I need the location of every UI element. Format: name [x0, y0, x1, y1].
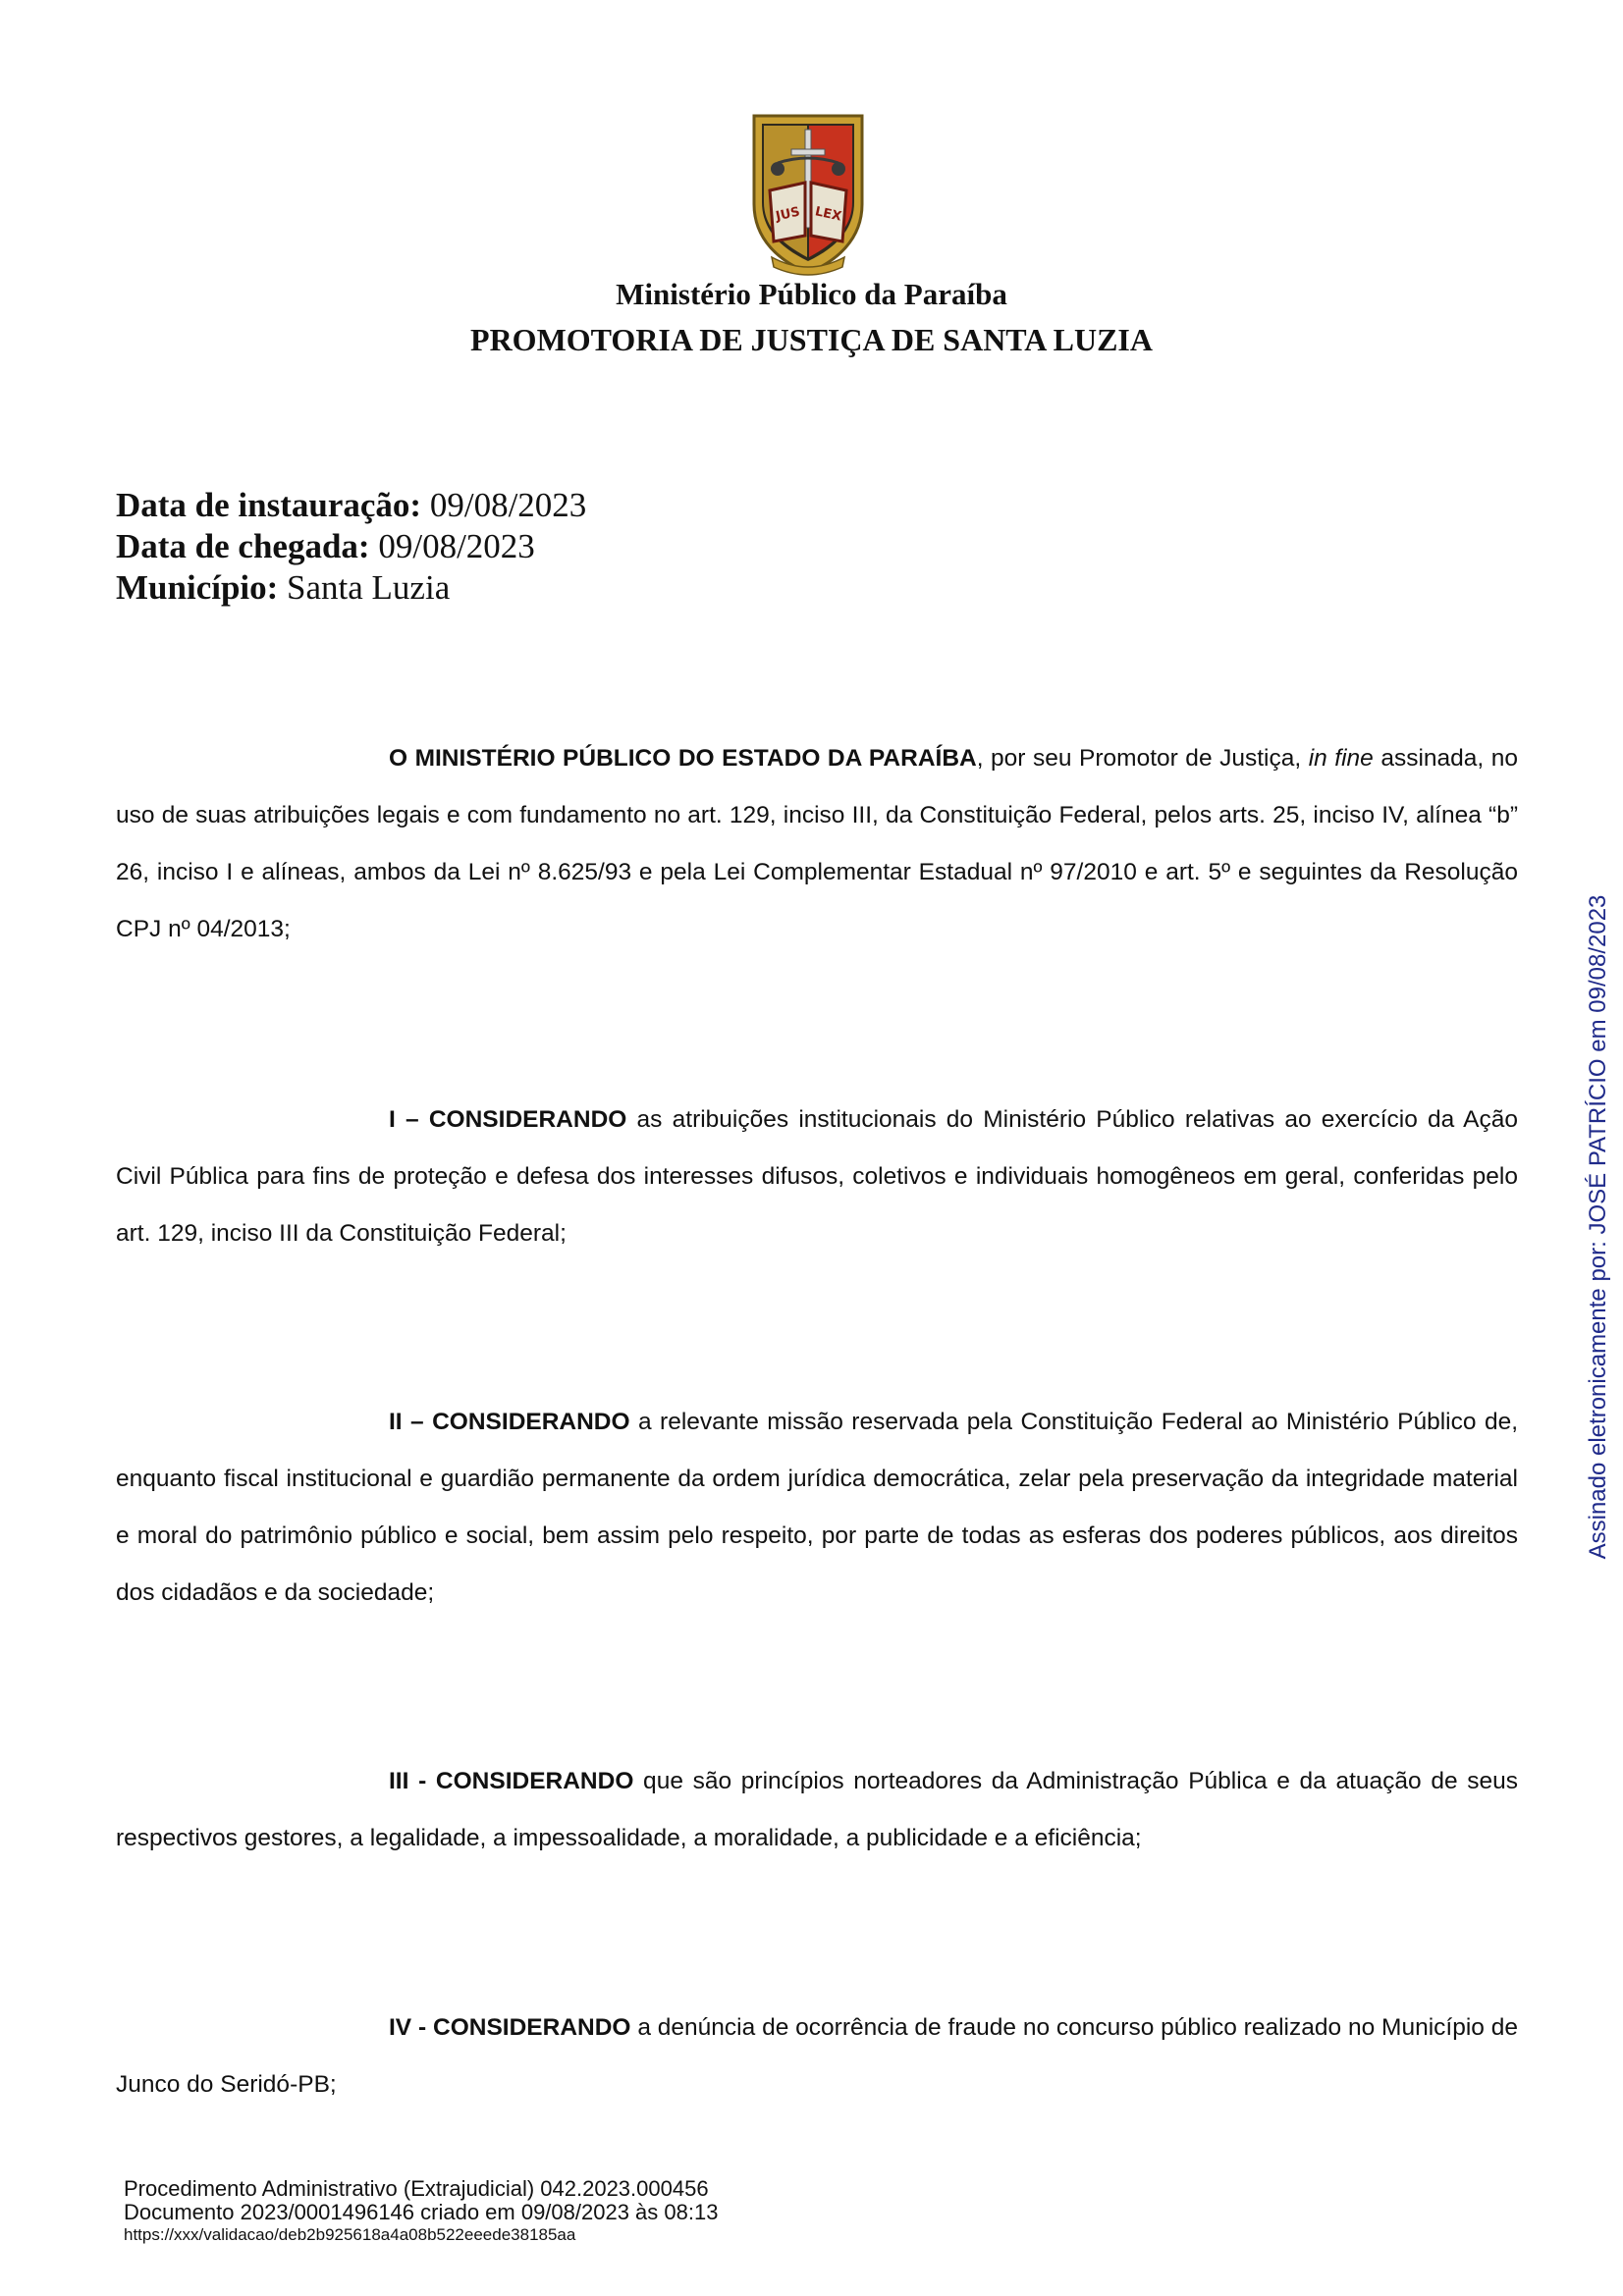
considerando-1-paragraph [116, 1092, 1518, 1262]
chegada-row [116, 526, 586, 567]
preamble-paragraph [116, 730, 1518, 958]
preamble-bold: O MINISTÉRIO PÚBLICO DO ESTADO DA PARAÍBA [389, 745, 977, 772]
unit-name: PROMOTORIA DE JUSTIÇA DE SANTA LUZIA [470, 322, 1153, 357]
preamble-text2: assinada, no uso de suas atribuições legais e com fundamento no art. 129, inciso III, da Constituição Federal, pelos arts. 25, inciso IV, alínea “b” 26, inciso I e alíneas, ambos da Lei nº 8.625/93 e pela Lei Complementar Estadual nº 97/2010 e art. 5º e seguintes da Resolução CPJ nº 04/2013; [116, 745, 1518, 942]
footer-validation-link[interactable]: https://xxx/validacao/deb2b925618a4a08b522eeede38185aa [124, 2225, 576, 2244]
considerando-4-paragraph [116, 2000, 1518, 2113]
footer-procedure: Procedimento Administrativo (Extrajudicial) 042.2023.000456 [124, 2176, 709, 2201]
metadata-block [116, 485, 586, 609]
electronic-signature-note: Assinado eletronicamente por: JOSÉ PATRÍCIO em 09/08/2023 [1585, 894, 1611, 1560]
considerando-2-text: a relevante missão reservada pela Constituição Federal ao Ministério Público de, enquanto fiscal institucional e guardião permanente da ordem jurídica democrática, zelar pela preservação da integridade material e moral do patrimônio público e social, bem assim pelo respeito, por parte de todas as esferas dos poderes públicos, aos direitos dos cidadãos e da sociedade; [116, 1409, 1518, 1606]
preamble-text1: , por seu Promotor de Justiça, [976, 745, 1309, 772]
considerando-1-text: as atribuições institucionais do Ministério Público relativas ao exercício da Ação Civil Pública para fins de proteção e defesa dos interesses difusos, coletivos e individuais homogêneos em geral, conferidas pelo art. 129, inciso III da Constituição Federal; [116, 1106, 1518, 1247]
crest-text-jus: JUS [774, 204, 802, 225]
considerando-4-text: a denúncia de ocorrência de fraude no concurso público realizado no Município de Junco do Seridó-PB; [116, 2014, 1518, 2098]
considerando-2-paragraph [116, 1394, 1518, 1622]
chegada-value: 09/08/2023 [369, 527, 535, 565]
crest-text-lex: LEX [813, 204, 843, 225]
municipio-row [116, 567, 586, 609]
considerando-2-heading: II – CONSIDERANDO [389, 1409, 630, 1435]
municipio-label: Município: [116, 568, 279, 607]
considerando-3-text: que são princípios norteadores da Administração Pública e da atuação de seus respectivos gestores, a legalidade, a impessoalidade, a moralidade, a publicidade e a eficiência; [116, 1768, 1518, 1851]
considerando-3-paragraph [116, 1753, 1518, 1867]
coat-of-arms-icon [748, 110, 868, 279]
considerando-4-heading: IV - CONSIDERANDO [389, 2014, 631, 2041]
instauracao-row [116, 485, 586, 526]
considerando-3-heading: III - CONSIDERANDO [389, 1768, 634, 1794]
chegada-label: Data de chegada: [116, 527, 370, 565]
org-name: Ministério Público da Paraíba [616, 277, 1007, 311]
considerando-1-heading: I – CONSIDERANDO [389, 1106, 627, 1133]
document-footer [124, 2177, 718, 2246]
instauracao-value: 09/08/2023 [421, 486, 587, 524]
footer-document: Documento 2023/0001496146 criado em 09/08/2023 às 08:13 [124, 2200, 719, 2224]
municipio-value: Santa Luzia [278, 568, 451, 607]
instauracao-label: Data de instauração: [116, 486, 422, 524]
preamble-italic: in fine [1308, 745, 1374, 772]
